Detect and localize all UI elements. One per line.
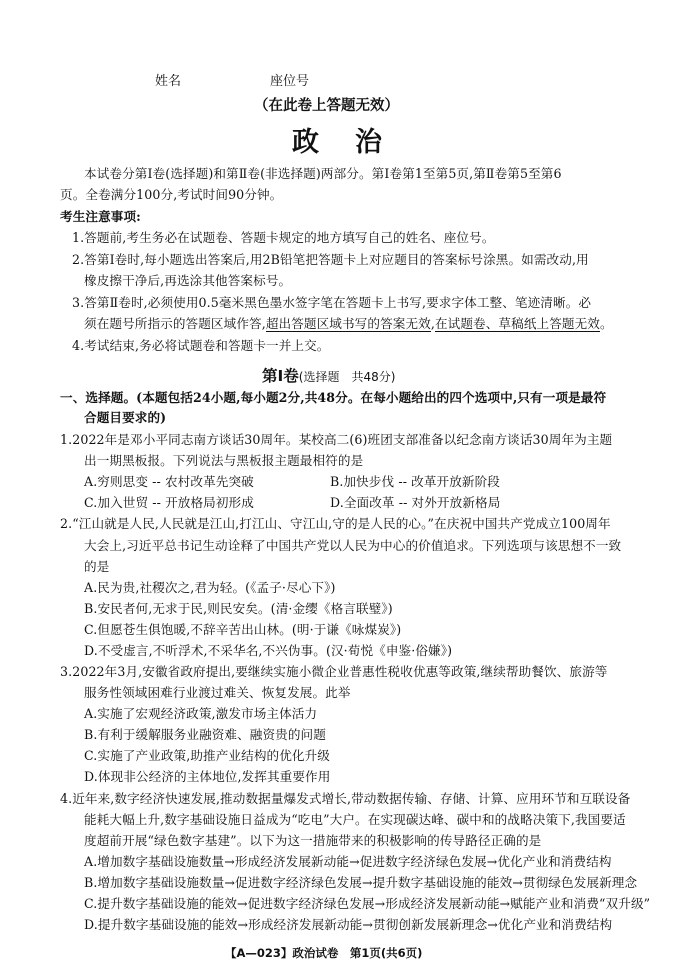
q4-stem-line-3: 度超前开展“绿色数字基建”。以下为这一措施带来的积极影响的传导路径正确的是 [84, 833, 542, 848]
q2-stem-line-3: 的是 [84, 559, 110, 574]
q4-stem-line-2: 能耗大幅上升,数字基础设施日益成为“吃电”大户。在实现碳达峰、碳中和的战略决策下,我国要适 [84, 812, 626, 827]
note-3-text-c: 。 [600, 316, 613, 331]
q3-option-d: D.体现非公经济的主体地位,发挥其重要作用 [84, 769, 331, 784]
q1-stem-line-1: 1.2022年是邓小平同志南方谈话30周年。某校高二(6)班团支部准备以纪念南方谈话30周年为主题 [60, 432, 613, 447]
q2-option-d: D.不受虚言,不听浮术,不采华名,不兴伪事。(汉·荀悦《申鉴·俗嫌》) [84, 643, 453, 658]
intro-line-1: 本试卷分第Ⅰ卷(选择题)和第Ⅱ卷(非选择题)两部分。第Ⅰ卷第1至第5页,第Ⅱ卷第5至第6 [84, 166, 562, 181]
q4-option-a: A.增加数字基础设施数量→形成经济发展新动能→促进数字经济绿色发展→优化产业和消费结构 [84, 854, 612, 869]
q3-stem-line-1: 3.2022年3月,安徽省政府提出,要继续实施小微企业普惠性税收优惠等政策,继续帮助餐饮、旅游等 [60, 664, 608, 679]
q4-option-b: B.增加数字基础设施数量→促进数字经济绿色发展→提升数字基础设施的能效→贯彻绿色发展新理念 [84, 875, 638, 890]
note-3-line-2 [84, 316, 613, 332]
section-1-title: 第Ⅰ卷 [262, 367, 299, 385]
part-1-instruction-line-2: 合题目要求的) [84, 410, 167, 425]
notes-heading: 考生注意事项: [60, 209, 141, 224]
q1-option-b: B.加快步伐 -- 改革开放新阶段 [330, 474, 501, 489]
q2-option-a: A.民为贵,社稷次之,君为轻。(《孟子·尽心下》) [84, 580, 336, 595]
q2-option-c: C.但愿苍生俱饱暖,不辞辛苦出山林。(明·于谦《咏煤炭》) [84, 622, 402, 637]
q1-option-d: D.全面改革 -- 对外开放新格局 [330, 495, 501, 510]
q2-option-b: B.安民者何,无求于民,则民安矣。(清·金缨《格言联璧》) [84, 601, 393, 616]
q1-option-c: C.加入世贸 -- 开放格局初形成 [84, 495, 254, 510]
q3-option-b: B.有利于缓解服务业融资难、融资贵的问题 [84, 727, 326, 742]
note-4: 4.考试结束,务必将试题卷和答题卡一并上交。 [72, 338, 330, 353]
note-2-line-1: 2.答第Ⅰ卷时,每小题选出答案后,用2B铅笔把答题卡上对应题目的答案标号涂黑。如需改动,用 [72, 252, 589, 267]
section-1-heading [262, 364, 395, 386]
page-title: 政治 [292, 127, 418, 158]
page-footer: 【A—023】政治试卷 第1页(共6页) [225, 946, 423, 960]
section-1-subtitle: (选择题 共48分) [298, 370, 396, 384]
note-1: 1.答题前,考生务必在试题卷、答题卡规定的地方填写自己的姓名、座位号。 [72, 230, 495, 245]
note-3-text-b: , [430, 316, 435, 331]
note-3-line-1: 3.答第Ⅱ卷时,必须使用0.5毫米黑色墨水签字笔在答题卡上书写,要求字体工整、笔迹清晰。必 [72, 295, 592, 310]
note-3-underline-1: 超出答题区域书写的答案无效 [265, 316, 431, 331]
note-2-line-2: 橡皮擦干净后,再选涂其他答案标号。 [84, 273, 292, 288]
q2-stem-line-1: 2.“江山就是人民,人民就是江山,打江山、守江山,守的是人民的心。”在庆祝中国共产党成立100周年 [60, 516, 611, 531]
q3-option-c: C.实施了产业政策,助推产业结构的优化升级 [84, 748, 330, 763]
intro-line-2: 页。全卷满分100分,考试时间90分钟。 [60, 187, 283, 202]
q4-option-d: D.提升数字基础设施的能效→形成经济发展新动能→贯彻创新发展新理念→优化产业和消费结构 [84, 917, 613, 932]
name-label: 姓名 [155, 74, 182, 89]
note-3-underline-2: 在试题卷、草稿纸上答题无效 [434, 316, 600, 331]
notice-text: （在此卷上答题无效） [254, 98, 399, 114]
part-1-instruction-line-1: 一、选择题。(本题包括24小题,每小题2分,共48分。在每小题给出的四个选项中,只有一项是最符 [60, 390, 607, 405]
q4-option-c: C.提升数字基础设施的能效→促进数字经济绿色发展→形成经济发展新动能→赋能产业和消费“双升级” [84, 896, 651, 911]
q3-stem-line-2: 服务性领域困难行业渡过难关、恢复发展。此举 [84, 685, 351, 700]
q1-stem-line-2: 出一期黑板报。下列说法与黑板报主题最相符的是 [84, 453, 364, 468]
note-3-text-a: 须在题号所指示的答题区域作答, [84, 316, 266, 331]
seat-label: 座位号 [270, 74, 310, 89]
q2-stem-line-2: 大会上,习近平总书记生动诠释了中国共产党以人民为中心的价值追求。下列选项与该思想不一致 [84, 538, 622, 553]
q4-stem-line-1: 4.近年来,数字经济快速发展,推动数据量爆发式增长,带动数据传输、存储、计算、应用环节和互联设备 [60, 791, 631, 806]
q3-option-a: A.实施了宏观经济政策,激发市场主体活力 [84, 706, 318, 721]
q1-option-a: A.穷则思变 -- 农村改革先突破 [84, 474, 254, 489]
